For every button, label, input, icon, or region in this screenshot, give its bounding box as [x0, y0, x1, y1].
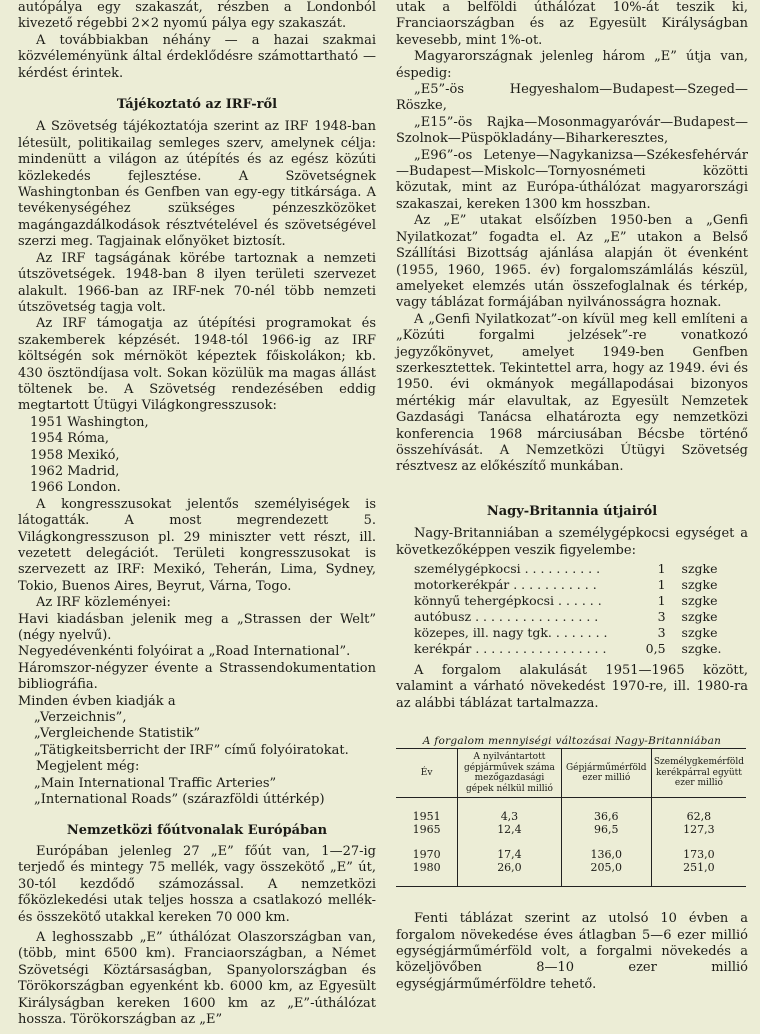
paragraph-geneva-declaration: Az „E” utakat elsőízben 1950-ben a „Genfi Nyilatkozat” fogadta el. Az „E” utakon a Belső Szállítási Bizottság ajánlása alapján öt évenként (1955, 1960, 1965. év) forgalomszámlálás készül, amelyeket elemzés után összefoglalnak és térkép, vagy táblázat formájában nyilvánosságra hoznak.: [396, 213, 748, 311]
vehicle-row: [408, 609, 723, 625]
other-publications-list: [18, 776, 376, 809]
vehicle-name: autóbusz . . . . . . . . . . . . . . . .: [414, 609, 599, 624]
vehicle-unit-table: [408, 561, 723, 657]
publication-item: „Main International Traffic Arteries”: [34, 775, 277, 791]
vehicle-value: 3: [657, 625, 666, 640]
right-column: [396, 0, 748, 993]
table-cell: 4,3: [458, 810, 562, 823]
left-column: [18, 0, 376, 1028]
table-cell: 1965: [412, 823, 441, 837]
paragraph-irf-2: Az IRF tagságának körébe tartoznak a nemzeti útszövetségek. 1948-ban 8 ilyen területi szervezet alakult. 1966-ban az IRF-nek 70-nél több nemzeti útszövetség tagja volt.: [18, 250, 376, 315]
paragraph-e-roads-2: A leghosszabb „E” úthálózat Olaszországban van, (több, mint 6500 km). Franciaországban, a Német Szövetségi Köztársaságban, Spanyolországban és Törökországban egyenként kb. 6000 km, az Egyesült Királyságban kereken 1600 km az „E”-úthálózat hossza. Törökországban az „E”: [18, 929, 376, 1027]
vehicle-name: könnyű tehergépkocsi . . . . . .: [414, 593, 602, 608]
publication-also: Megjelent még:: [36, 759, 140, 775]
table-cell: 127,3: [651, 823, 746, 836]
publication-1: Havi kiadásban jelenik meg a „Strassen der Welt” (négy nyelvű).: [18, 611, 376, 644]
heading-irf: Tájékoztató az IRF-ről: [116, 97, 278, 113]
route-e15: „E15”-ös Rajka—Mosonmagyaróvár—Budapest—Szolnok—Püspökladány—Biharkeresztes,: [396, 114, 748, 147]
table-cell: 173,0: [651, 848, 746, 861]
vehicle-value: 1: [657, 593, 666, 608]
table-spacer: [396, 874, 746, 887]
column-header: A nyilvántartott gépjárművek száma mezőgazdasági gépek nélkül millió: [458, 749, 562, 798]
heading-e-roads: Nemzetközi főútvonalak Európában: [66, 822, 328, 838]
table-header-row: [396, 749, 746, 798]
vehicle-value: 1: [657, 561, 666, 576]
vehicle-row: [408, 625, 723, 641]
heading-great-britain: Nagy-Britannia útjairól: [486, 503, 658, 519]
congress-item: 1954 Róma,: [30, 431, 110, 447]
table-cell: 1951: [412, 810, 441, 824]
paragraph-irf-1: A Szövetség tájékoztatója szerint az IRF 1948-ban létesült, politikailag semleges szerv, amelynek célja: mindenütt a világon az útépítés és az egész közúti közlekedés fejlesztése. A Szövetségnek Washingtonban és Genfben van egy-egy titkársága. A tevékenységéhez szükséges pénzeszközöket magángazdálkodások résztvételével és szövetségével szerzi meg. Tagjainak előnyöket biztosít.: [18, 119, 376, 250]
table-spacer: [396, 836, 746, 848]
vehicle-value: 0,5: [645, 641, 666, 656]
paragraph-intro: A továbbiakban néhány — a hazai szakmai közvéleményünk által érdeklődésre számottartható — kérdést érintek.: [18, 32, 376, 81]
table-row: [396, 848, 746, 861]
paragraph-gb-2: A forgalom alakulását 1951—1965 között, valamint a várható növekedést 1970-re, ill. 1980-ra az alábbi táblázat tartalmazza.: [396, 663, 748, 711]
publication-item: „International Roads” (szárazföldi úttérkép): [34, 792, 325, 808]
publication-item: „Verzeichnis”,: [34, 710, 127, 726]
paragraph-gb-1: Nagy-Britanniában a személygépkocsi egységet a következőképpen veszik figyelembe:: [396, 526, 748, 558]
paragraph-e-roads-continued: utak a belföldi úthálózat 10%-át teszik ki, Franciaországban és az Egyesült Királyságban kevesebb, mint 1%-ot.: [396, 0, 748, 48]
table-cell: 1970: [412, 848, 441, 862]
paragraph-e-roads-1: Európában jelenleg 27 „E” főút van, 1—27-ig terjedő és mintegy 75 mellék, vagy összekötő „E” út, 30-tól kezdődő számozással. A nemzetközi főközlekedési utak teljes hossza a csatlakozó mellék- és összekötő utakkal kereken 70 000 km.: [18, 843, 376, 925]
table-row: [396, 823, 746, 836]
table-cell: 26,0: [458, 861, 562, 874]
vehicle-name: közepes, ill. nagy tgk. . . . . . . .: [414, 625, 608, 640]
vehicle-row: [408, 561, 723, 577]
column-header: Gépjárműmérföld ezer millió: [561, 749, 651, 798]
vehicle-value: 3: [657, 609, 666, 624]
vehicle-unit: szgke: [681, 593, 718, 608]
publications-heading: Az IRF közleményei:: [36, 595, 171, 611]
vehicle-unit: szgke: [681, 561, 718, 576]
vehicle-name: személygépkocsi . . . . . . . . . .: [414, 561, 601, 576]
table-row: [396, 810, 746, 823]
table-cell: 36,6: [561, 810, 651, 823]
table-cell: 12,4: [458, 823, 562, 836]
vehicle-row: [408, 577, 723, 593]
vehicle-unit: szgke: [681, 625, 718, 640]
table-cell: 251,0: [651, 861, 746, 874]
column-header: Személygkemérföld kerékpárral együtt ezer millió: [651, 749, 746, 798]
table-cell: 96,5: [561, 823, 651, 836]
publication-item: „Vergleichende Statistik”: [34, 726, 201, 742]
column-header: Év: [396, 749, 458, 798]
paragraph-hungary: Magyarországnak jelenleg három „E” útja van, éspedig:: [396, 49, 748, 81]
vehicle-unit: szgke: [681, 577, 718, 592]
publication-4: Minden évben kiadják a: [18, 693, 176, 709]
congress-item: 1962 Madrid,: [30, 463, 120, 479]
paragraph-irf-3: Az IRF támogatja az útépítési programokat és szakemberek képzését. 1948-tól 1966-ig az IRF költségén sok mérnököt képeztek főiskolákon; kb. 430 ösztöndíjasa volt. Sokan közülük ma magas állást töltenek be. A Szövetség rendezésében eddig megtartott Útügyi Világkongresszusok:: [18, 316, 376, 414]
publication-item: „Tätigkeitsberricht der IRF” című folyóiratokat.: [34, 742, 349, 758]
traffic-table: [396, 748, 746, 887]
paragraph-irf-4: A kongresszusokat jelentős személyiségek is látogatták. A most megrendezett 5. Világkongresszuson pl. 29 miniszter vett részt, ill. vezetett delegációt. Területi kongresszusokat is szervezett az IRF: Mexikó, Teherán, Lima, Sydney, Tokio, Buenos Aires, Beyrut, Várna, Togo.: [18, 496, 376, 594]
vehicle-name: motorkerékpár . . . . . . . . . . .: [414, 577, 597, 592]
vehicle-name: kerékpár . . . . . . . . . . . . . . . . .: [414, 641, 607, 656]
publication-2: Negyedévenkénti folyóirat a „Road International”.: [18, 644, 351, 660]
congress-item: 1966 London.: [30, 480, 121, 496]
paragraph-gb-3: Fenti táblázat szerint az utolsó 10 évben a forgalom növekedése éves átlagban 5—6 ezer millió egységjárműmérföld volt, a forgalmi növekedés a közeljövőben 8—10 ezer millió egységjárműmérföldre tehető.: [396, 911, 748, 992]
table-cell: 205,0: [561, 861, 651, 874]
table-spacer: [396, 798, 746, 811]
table-row: [396, 861, 746, 874]
vehicle-unit: szgke: [681, 609, 718, 624]
table-cell: 62,8: [651, 810, 746, 823]
congress-item: 1958 Mexikó,: [30, 447, 120, 463]
publication-3: Háromszor-négyzer évente a Strassendokumentation bibliográfia.: [18, 660, 376, 693]
paragraph-intro-continued: autópálya egy szakaszát, részben a Londonból kivezető régebbi 2×2 nyomú pálya egy szakaszát.: [18, 0, 376, 32]
route-e5: „E5”-ös Hegyeshalom—Budapest—Szeged—Röszke,: [396, 82, 748, 114]
annual-publications-list: [18, 710, 376, 759]
paragraph-road-signs: A „Genfi Nyilatkozat”-on kívül meg kell említeni a „Közúti forgalmi jelzések”-re vonatkozó jegyzőkönyvet, amelyet 1949-ben Genfben szerkesztettek. Tekintettel arra, hogy az 1949. évi és 1950. évi okmányok megállapodásai bizonyos mértékig már elavultak, az Egyesült Nemzetek Gazdasági Tanácsa elhatározta egy nemzetközi konferencia 1968 márciusában Bécsbe történő összehívását. A Nemzetközi Útügyi Szövetség résztvesz az előkészítő munkában.: [396, 311, 748, 475]
table-cell: 1980: [412, 861, 441, 875]
vehicle-value: 1: [657, 577, 666, 592]
congress-list: [18, 415, 376, 497]
table-caption: A forgalom mennyiségi változásai Nagy-Britanniában: [422, 735, 722, 748]
table-cell: 136,0: [561, 848, 651, 861]
route-e96: „E96”-os Letenye—Nagykanizsa—Székesfehérvár—Budapest—Miskolc—Tornyosnémeti közötti közutak, mint az Európa-úthálózat magyarországi szakaszai, kereken 1300 km hosszban.: [396, 147, 748, 212]
table-cell: 17,4: [458, 848, 562, 861]
congress-item: 1951 Washington,: [30, 414, 149, 430]
vehicle-row: [408, 641, 723, 657]
vehicle-row: [408, 593, 723, 609]
vehicle-unit: szgke.: [681, 641, 722, 656]
